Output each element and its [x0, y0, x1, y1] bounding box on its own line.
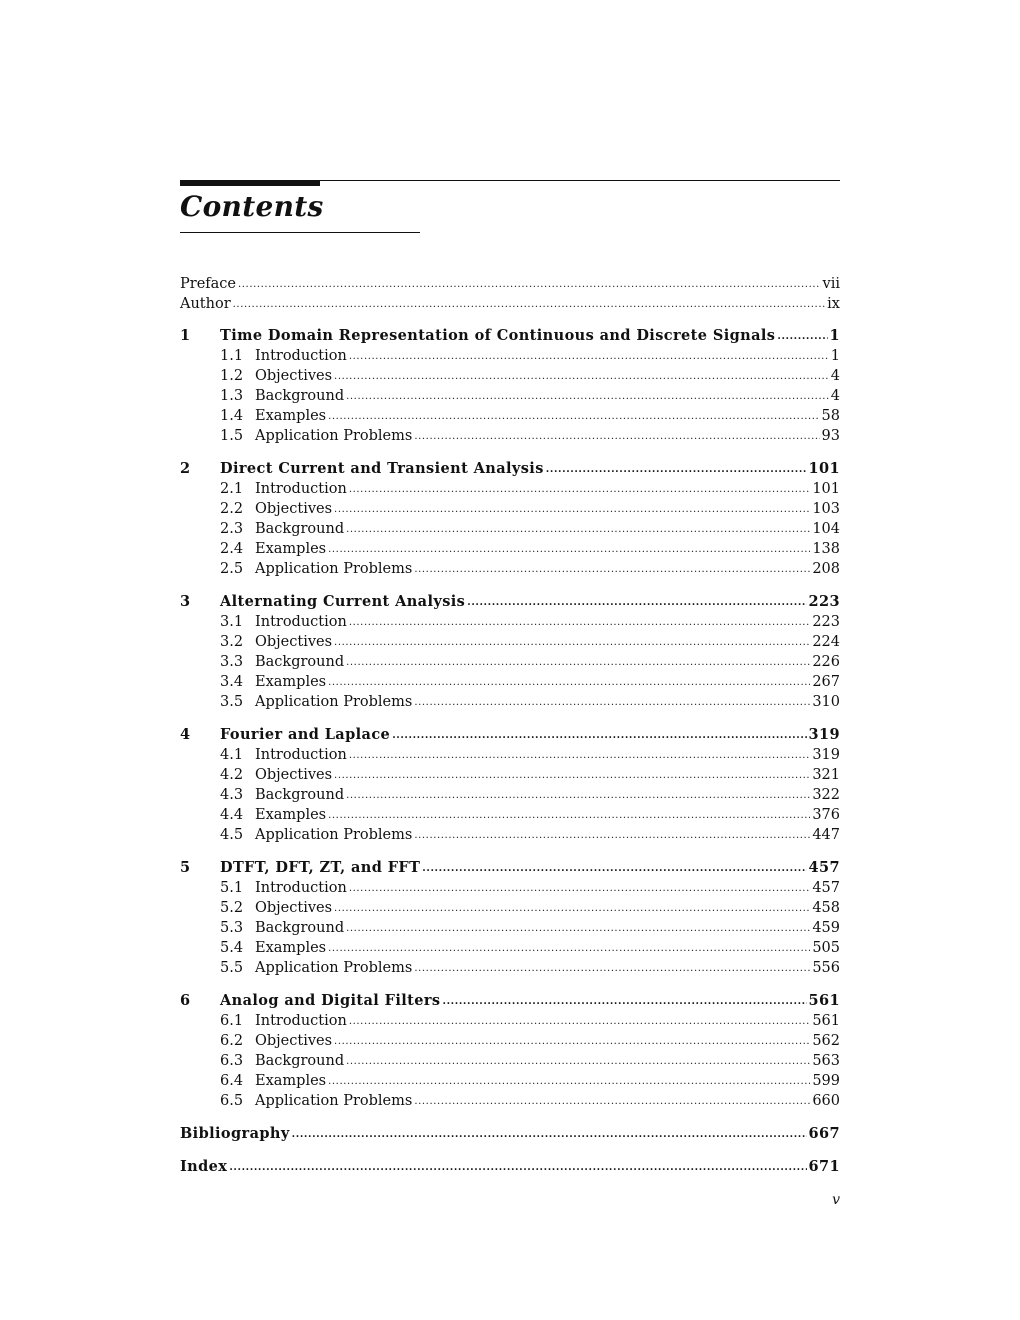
- section-number: 1.5: [220, 428, 244, 444]
- section-page: 376: [812, 807, 840, 823]
- section-number: 3.5: [220, 694, 244, 710]
- page-title: Contents: [180, 190, 324, 223]
- section-number: 5.1: [220, 880, 244, 896]
- section-number: 4.2: [220, 767, 244, 783]
- toc-section[interactable]: [180, 878, 840, 898]
- chapter-title: Alternating Current Analysis: [220, 593, 466, 610]
- leader-dots: [422, 859, 806, 879]
- toc-section[interactable]: [180, 612, 840, 632]
- section-label: Background: [255, 388, 345, 404]
- chapter-number: 3: [180, 593, 191, 610]
- leader-dots: [334, 899, 810, 919]
- leader-dots: [414, 1092, 810, 1112]
- section-number: 1.1: [220, 348, 244, 364]
- section-label: Examples: [255, 541, 327, 557]
- section-label: Background: [255, 920, 345, 936]
- section-number: 6.5: [220, 1093, 244, 1109]
- header-rule-thick: [180, 180, 320, 186]
- section-label: Objectives: [255, 634, 333, 650]
- section-number: 2.4: [220, 541, 244, 557]
- section-page: 319: [812, 747, 840, 763]
- section-label: Examples: [255, 408, 327, 424]
- leader-dots: [349, 480, 810, 500]
- page-folio: v: [832, 1192, 840, 1208]
- section-label: Background: [255, 654, 345, 670]
- toc-entry-label: Index: [180, 1158, 228, 1175]
- leader-dots: [414, 826, 810, 846]
- section-page: 103: [812, 501, 840, 517]
- section-label: Application Problems: [255, 428, 413, 444]
- section-page: 104: [812, 521, 840, 537]
- chapter-page: 101: [808, 460, 840, 477]
- section-label: Objectives: [255, 501, 333, 517]
- chapter-page: 223: [808, 593, 840, 610]
- chapter-page: 319: [808, 726, 840, 743]
- chapter-page: 1: [829, 327, 840, 344]
- chapter-number: 4: [180, 726, 191, 743]
- leader-dots: [349, 1012, 810, 1032]
- toc-section[interactable]: [180, 1071, 840, 1091]
- section-number: 6.4: [220, 1073, 244, 1089]
- leader-dots: [238, 275, 821, 295]
- toc-section[interactable]: [180, 479, 840, 499]
- toc-section[interactable]: [180, 539, 840, 559]
- toc-section[interactable]: [180, 346, 840, 366]
- section-page: 322: [812, 787, 840, 803]
- section-page: 458: [812, 900, 840, 916]
- section-label: Introduction: [255, 481, 347, 497]
- toc-section[interactable]: [180, 918, 840, 938]
- section-number: 3.1: [220, 614, 244, 630]
- section-label: Application Problems: [255, 694, 413, 710]
- leader-dots: [346, 387, 829, 407]
- section-page: 138: [812, 541, 840, 557]
- leader-dots: [346, 653, 810, 673]
- toc-chapter-1[interactable]: [180, 326, 840, 346]
- leader-dots: [414, 959, 810, 979]
- section-page: 459: [812, 920, 840, 936]
- section-page: 4: [830, 388, 840, 404]
- section-number: 4.1: [220, 747, 244, 763]
- toc-section[interactable]: [180, 406, 840, 426]
- toc-chapter-4[interactable]: [180, 725, 840, 745]
- section-label: Objectives: [255, 1033, 333, 1049]
- section-page: 563: [812, 1053, 840, 1069]
- section-page: 93: [821, 428, 840, 444]
- leader-dots: [328, 1072, 810, 1092]
- section-page: 562: [812, 1033, 840, 1049]
- section-number: 5.2: [220, 900, 244, 916]
- section-label: Background: [255, 521, 345, 537]
- leader-dots: [777, 327, 827, 347]
- leader-dots: [346, 520, 810, 540]
- section-label: Objectives: [255, 767, 333, 783]
- table-of-contents: [180, 274, 840, 1177]
- leader-dots: [414, 427, 819, 447]
- toc-section[interactable]: [180, 386, 840, 406]
- leader-dots: [328, 673, 810, 693]
- toc-chapter-2[interactable]: [180, 459, 840, 479]
- chapter-title: Fourier and Laplace: [220, 726, 391, 743]
- section-number: 3.3: [220, 654, 244, 670]
- toc-section[interactable]: [180, 898, 840, 918]
- section-number: 2.1: [220, 481, 244, 497]
- toc-section[interactable]: [180, 632, 840, 652]
- section-page: 4: [830, 368, 840, 384]
- section-label: Application Problems: [255, 960, 413, 976]
- section-label: Objectives: [255, 368, 333, 384]
- section-page: 321: [812, 767, 840, 783]
- section-label: Introduction: [255, 1013, 347, 1029]
- toc-section[interactable]: [180, 745, 840, 765]
- chapter-number: 5: [180, 859, 191, 876]
- section-label: Examples: [255, 1073, 327, 1089]
- chapter-title: Direct Current and Transient Analysis: [220, 460, 544, 477]
- chapter-page: 561: [808, 992, 840, 1009]
- section-number: 5.5: [220, 960, 244, 976]
- toc-section[interactable]: [180, 1031, 840, 1051]
- toc-section[interactable]: [180, 825, 840, 845]
- chapter-title: Analog and Digital Filters: [220, 992, 441, 1009]
- leader-dots: [346, 919, 810, 939]
- leader-dots: [328, 407, 819, 427]
- toc-section[interactable]: [180, 805, 840, 825]
- toc-section[interactable]: [180, 519, 840, 539]
- toc-section[interactable]: [180, 785, 840, 805]
- section-number: 4.5: [220, 827, 244, 843]
- leader-dots: [392, 726, 806, 746]
- leader-dots: [346, 786, 810, 806]
- leader-dots: [334, 1032, 810, 1052]
- section-label: Introduction: [255, 747, 347, 763]
- title-underline: [180, 232, 420, 233]
- section-label: Background: [255, 787, 345, 803]
- leader-dots: [414, 693, 810, 713]
- chapter-number: 2: [180, 460, 191, 477]
- section-label: Application Problems: [255, 561, 413, 577]
- toc-section[interactable]: [180, 426, 840, 446]
- section-number: 1.2: [220, 368, 244, 384]
- section-label: Introduction: [255, 348, 347, 364]
- section-label: Background: [255, 1053, 345, 1069]
- section-page: 226: [812, 654, 840, 670]
- section-number: 1.3: [220, 388, 244, 404]
- chapter-title: DTFT, DFT, ZT, and FFT: [220, 859, 421, 876]
- section-number: 2.2: [220, 501, 244, 517]
- leader-dots: [233, 295, 826, 315]
- leader-dots: [334, 766, 810, 786]
- toc-entry-page: 671: [808, 1158, 840, 1175]
- section-label: Examples: [255, 674, 327, 690]
- section-page: 224: [812, 634, 840, 650]
- section-number: 6.2: [220, 1033, 244, 1049]
- section-page: 447: [812, 827, 840, 843]
- leader-dots: [414, 560, 810, 580]
- section-label: Objectives: [255, 900, 333, 916]
- section-number: 2.3: [220, 521, 244, 537]
- section-page: 556: [812, 960, 840, 976]
- toc-section[interactable]: [180, 499, 840, 519]
- section-label: Examples: [255, 940, 327, 956]
- section-number: 5.4: [220, 940, 244, 956]
- chapter-page: 457: [808, 859, 840, 876]
- leader-dots: [334, 500, 810, 520]
- leader-dots: [467, 593, 806, 613]
- section-number: 6.3: [220, 1053, 244, 1069]
- toc-section[interactable]: [180, 765, 840, 785]
- toc-entry-label: Author: [180, 296, 231, 312]
- section-label: Examples: [255, 807, 327, 823]
- toc-entry-preface[interactable]: [180, 274, 840, 294]
- section-number: 5.3: [220, 920, 244, 936]
- section-page: 267: [812, 674, 840, 690]
- leader-dots: [292, 1125, 807, 1145]
- section-page: 599: [812, 1073, 840, 1089]
- leader-dots: [349, 347, 829, 367]
- section-number: 2.5: [220, 561, 244, 577]
- chapter-number: 6: [180, 992, 191, 1009]
- leader-dots: [334, 367, 829, 387]
- section-page: 310: [812, 694, 840, 710]
- section-label: Application Problems: [255, 1093, 413, 1109]
- section-label: Introduction: [255, 880, 347, 896]
- toc-entry-bibliography[interactable]: [180, 1124, 840, 1144]
- leader-dots: [328, 806, 810, 826]
- leader-dots: [346, 1052, 810, 1072]
- chapter-number: 1: [180, 327, 191, 344]
- toc-section[interactable]: [180, 692, 840, 712]
- toc-entry-page: vii: [822, 276, 840, 292]
- section-page: 1: [830, 348, 840, 364]
- section-page: 208: [812, 561, 840, 577]
- toc-entry-label: Preface: [180, 276, 236, 292]
- leader-dots: [349, 613, 810, 633]
- section-page: 58: [821, 408, 840, 424]
- leader-dots: [229, 1158, 806, 1178]
- toc-chapter-6[interactable]: [180, 991, 840, 1011]
- toc-section[interactable]: [180, 652, 840, 672]
- toc-entry-page: 667: [808, 1125, 840, 1142]
- toc-entry-index[interactable]: [180, 1157, 840, 1177]
- toc-chapter-3[interactable]: [180, 592, 840, 612]
- chapter-title: Time Domain Representation of Continuous and Discrete Signals: [220, 327, 776, 344]
- toc-entry-page: ix: [827, 296, 840, 312]
- section-label: Introduction: [255, 614, 347, 630]
- section-number: 6.1: [220, 1013, 244, 1029]
- toc-section[interactable]: [180, 1011, 840, 1031]
- toc-section[interactable]: [180, 1051, 840, 1071]
- section-label: Application Problems: [255, 827, 413, 843]
- section-number: 3.2: [220, 634, 244, 650]
- section-page: 660: [812, 1093, 840, 1109]
- section-number: 4.4: [220, 807, 244, 823]
- toc-section[interactable]: [180, 1091, 840, 1111]
- toc-section[interactable]: [180, 366, 840, 386]
- section-page: 561: [812, 1013, 840, 1029]
- toc-section[interactable]: [180, 672, 840, 692]
- toc-entry-author[interactable]: [180, 294, 840, 314]
- section-page: 101: [812, 481, 840, 497]
- header-rule-thin: [320, 180, 840, 181]
- toc-section[interactable]: [180, 559, 840, 579]
- toc-entry-label: Bibliography: [180, 1125, 290, 1142]
- leader-dots: [443, 992, 807, 1012]
- section-page: 505: [812, 940, 840, 956]
- section-number: 1.4: [220, 408, 244, 424]
- toc-section[interactable]: [180, 958, 840, 978]
- leader-dots: [546, 460, 807, 480]
- section-number: 4.3: [220, 787, 244, 803]
- leader-dots: [328, 939, 810, 959]
- leader-dots: [334, 633, 810, 653]
- toc-section[interactable]: [180, 938, 840, 958]
- leader-dots: [328, 540, 810, 560]
- leader-dots: [349, 879, 810, 899]
- toc-chapter-5[interactable]: [180, 858, 840, 878]
- section-page: 223: [812, 614, 840, 630]
- section-number: 3.4: [220, 674, 244, 690]
- leader-dots: [349, 746, 810, 766]
- section-page: 457: [812, 880, 840, 896]
